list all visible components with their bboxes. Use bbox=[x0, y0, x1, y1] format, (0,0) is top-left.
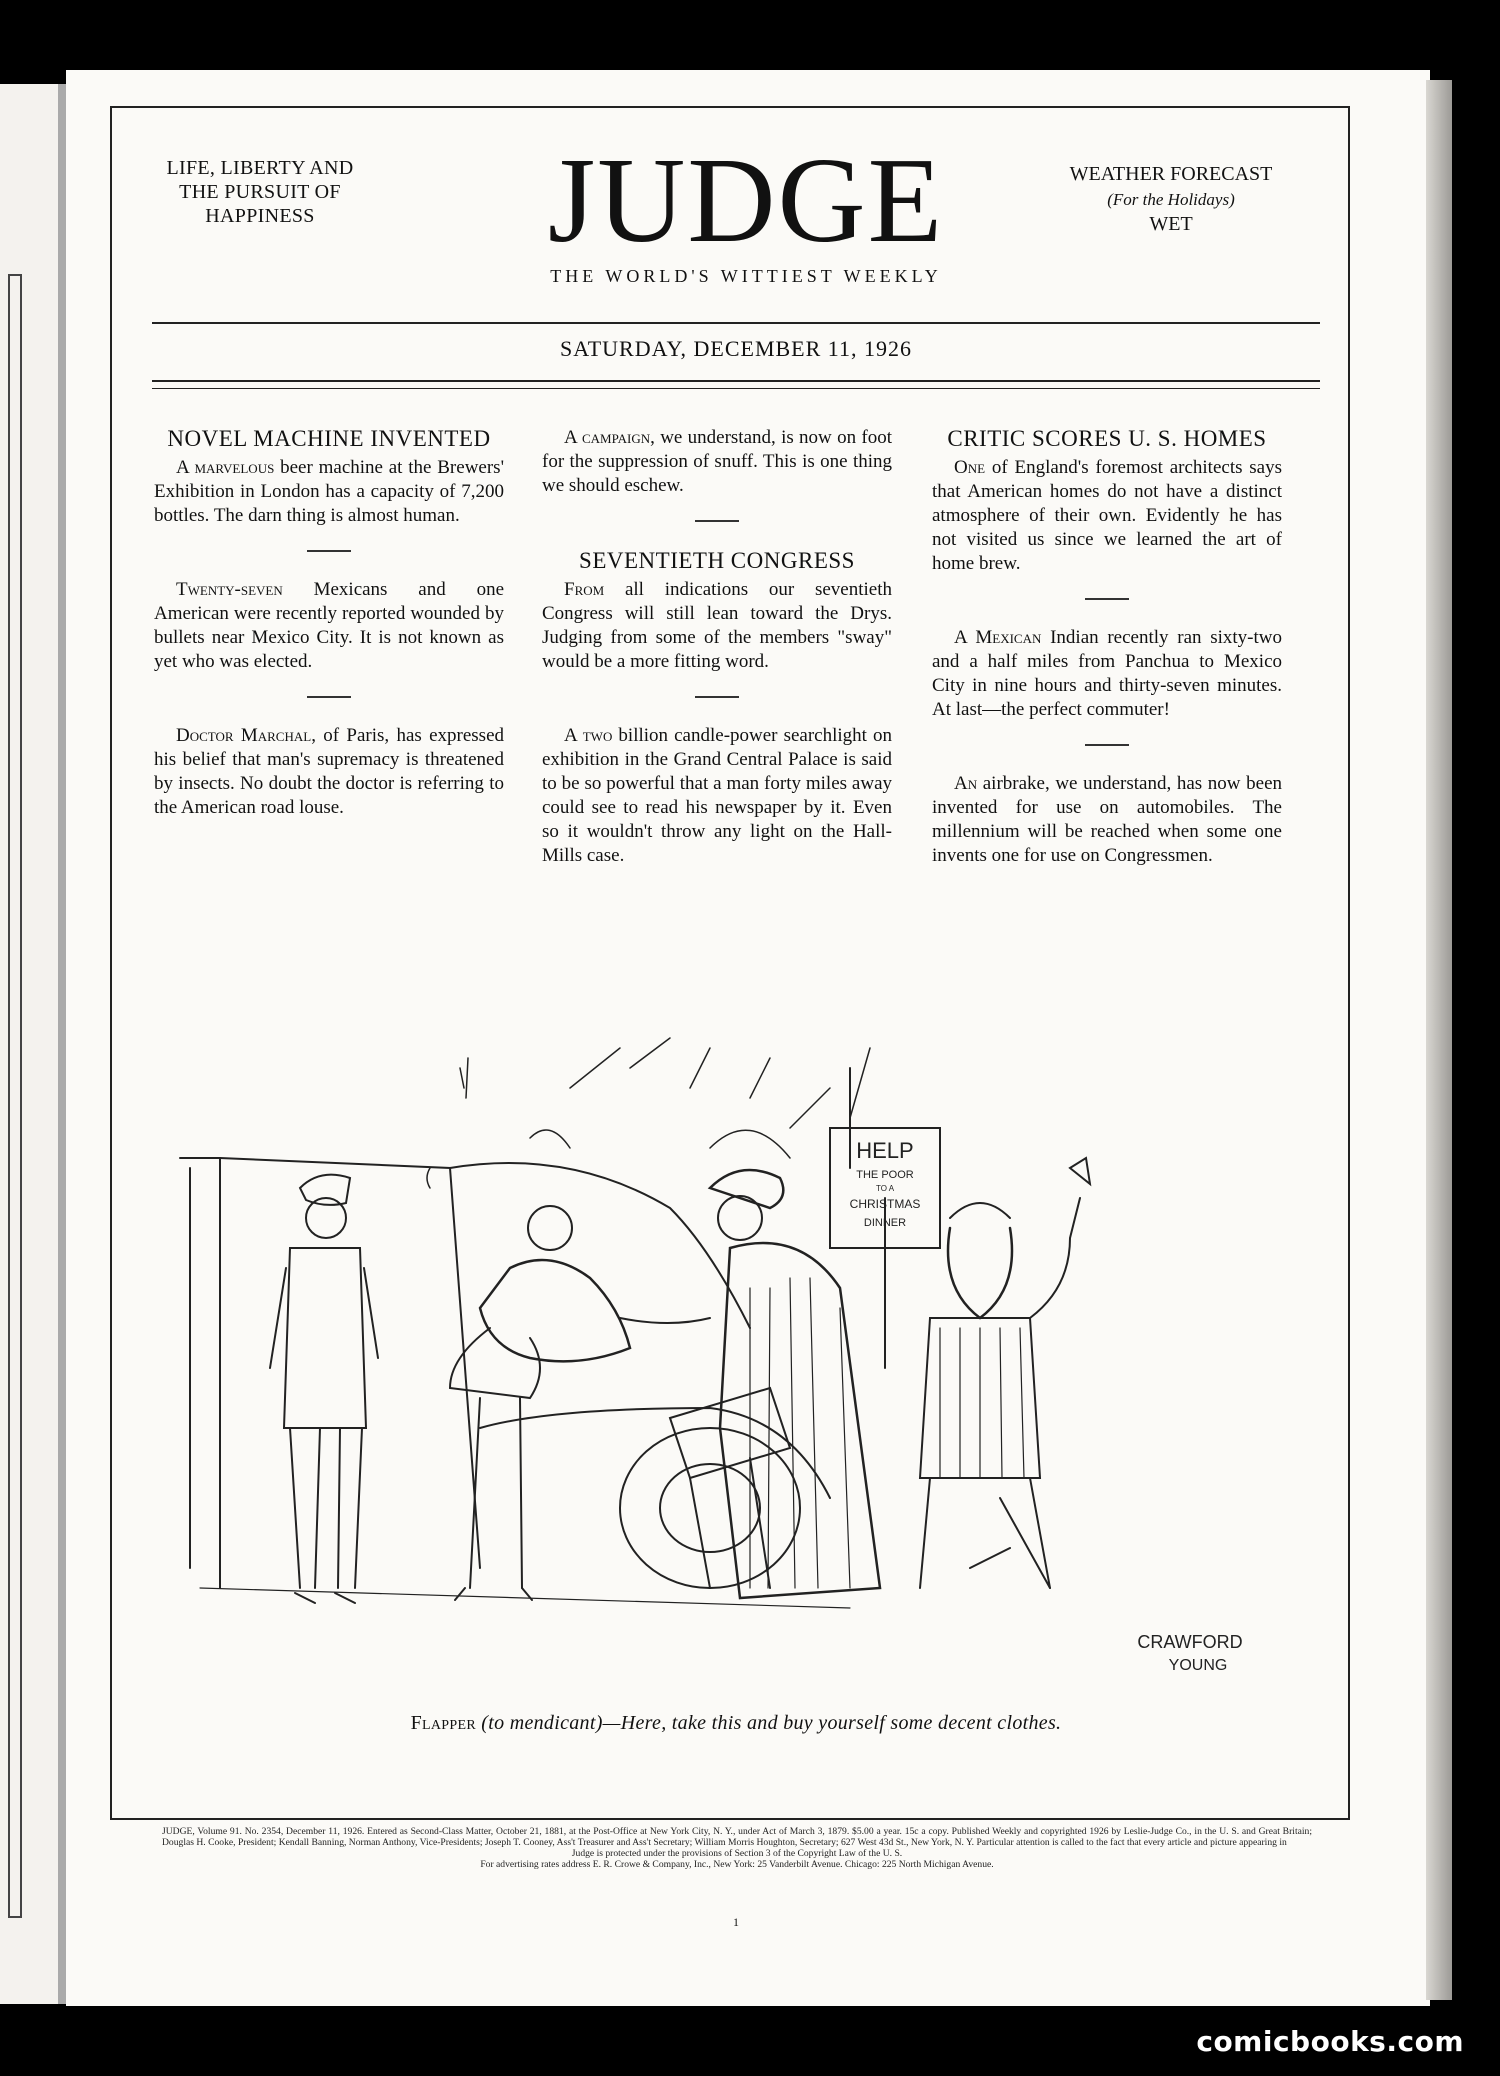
weather-forecast: WEATHER FORECAST (For the Holidays) WET bbox=[1069, 163, 1273, 235]
article-paragraph: From all indications our seventieth Congress will still lean toward the Drys. Judging from some of the members "sway" would be a more fitting word. bbox=[542, 579, 892, 672]
publication-notice: JUDGE, Volume 91. No. 2354, December 11, 1926. Entered as Second-Class Matter, October 21, 1881, at the Post-Office at New York City, N. Y., under Act of March 3, 1879. $5.00 a year. 15c a copy. Published Weekly and copyrighted 1926 by Leslie-Judge Co., in the U. S. and Great Britain; Douglas H. Cooke, President; Kendall Banning, Norman Anthony, Vice-Presidents; Joseph T. Cooney, Ass't Treasurer and Ass't Secretary; William Morris Houghton, Secretary; 627 West 43d St., New York, N. Y. Particular attention is called to the fact that every article and picture appearing in Judge is protected under the provisions of Section 3 of the Copyright Law of the U. S. For advertising rates address E. R. Crowe & Company, Inc., New York: 25 Vanderbilt Avenue. Chicago: 225 North Michigan Avenue. bbox=[162, 1826, 1312, 1870]
column-2 bbox=[542, 426, 892, 868]
date-rule-thin bbox=[152, 388, 1320, 389]
headline-seventieth-congress: SEVENTIETH CONGRESS bbox=[579, 548, 855, 573]
sign-text-christmas: CHRISTMAS bbox=[849, 1197, 921, 1211]
date-rule bbox=[152, 380, 1320, 382]
site-watermark: comicbooks.com bbox=[1196, 2025, 1464, 2058]
page-number: 1 bbox=[733, 1915, 739, 1929]
magazine-page bbox=[66, 70, 1430, 2006]
flapper-figure bbox=[450, 1206, 710, 1600]
divider bbox=[1085, 744, 1129, 746]
column-3 bbox=[932, 426, 1282, 868]
article-paragraph: A campaign, we understand, is now on foot for the suppression of snuff. This is one thing we should eschew. bbox=[542, 427, 892, 496]
divider bbox=[307, 696, 351, 698]
article-paragraph: An airbrake, we understand, has now been invented for use on automobiles. The millennium will be reached when some one invents one for use on Congressmen. bbox=[932, 773, 1282, 866]
article-paragraph: A marvelous beer machine at the Brewers' Exhibition in London has a capacity of 7,200 bottles. The darn thing is almost human. bbox=[154, 457, 504, 526]
santa-figure bbox=[920, 1158, 1090, 1588]
street-background bbox=[427, 1038, 870, 1188]
column-1 bbox=[154, 426, 504, 820]
divider bbox=[1085, 598, 1129, 600]
article-paragraph: One of England's foremost architects says that American homes do not have a distinct atmosphere of their own. Evidently he has not visited us since we learned the art of home brew. bbox=[932, 457, 1282, 574]
facing-page-border bbox=[8, 274, 22, 1918]
masthead-motto: LIFE, LIBERTY AND THE PURSUIT OF HAPPINESS bbox=[166, 157, 354, 227]
facing-page-edge bbox=[0, 84, 68, 2004]
headline-critic-scores: CRITIC SCORES U. S. HOMES bbox=[947, 426, 1267, 451]
artist-signature: CRAWFORD bbox=[1137, 1632, 1243, 1652]
page-gutter bbox=[1426, 80, 1452, 2000]
sign-text-help: HELP bbox=[856, 1138, 914, 1163]
cartoon-illustration bbox=[150, 1028, 1330, 1708]
mendicant-figure bbox=[670, 1170, 880, 1598]
sign-text-dinner: DINNER bbox=[863, 1217, 907, 1229]
sign-text-the-poor: THE POOR bbox=[856, 1169, 914, 1181]
article-paragraph: Doctor Marchal, of Paris, has expressed his belief that man's supremacy is threatened by insects. No doubt the doctor is referring to the American road louse. bbox=[154, 725, 504, 818]
article-paragraph: A Mexican Indian recently ran sixty-two and a half miles from Panchua to Mexico City in nine hours and thirty-seven minutes. At last—the perfect commuter! bbox=[932, 627, 1282, 720]
masthead-title: JUDGE bbox=[547, 133, 945, 268]
divider bbox=[695, 696, 739, 698]
book-spine bbox=[58, 84, 66, 2004]
cartoon-caption: Flapper (to mendicant)—Here, take this and buy yourself some decent clothes. bbox=[410, 1712, 1062, 1734]
article-paragraph: A two billion candle-power searchlight on exhibition in the Grand Central Palace is said to be so powerful that a man forty miles away could see to read his newspaper by it. Even so it wouldn't throw any light on the Hall-Mills case. bbox=[542, 725, 893, 866]
headline-novel-machine: NOVEL MACHINE INVENTED bbox=[167, 426, 491, 451]
chauffeur-figure bbox=[270, 1175, 378, 1603]
masthead-tagline: THE WORLD'S WITTIEST WEEKLY bbox=[550, 266, 942, 286]
artist-signature-line2: YOUNG bbox=[1168, 1657, 1228, 1674]
divider bbox=[695, 520, 739, 522]
article-paragraph: Twenty-seven Mexicans and one American were recently reported wounded by bullets near Mexico City. It is not known as yet who was elected. bbox=[154, 579, 504, 672]
issue-date: SATURDAY, DECEMBER 11, 1926 bbox=[560, 336, 912, 361]
sign-text-to-a: TO A bbox=[875, 1184, 895, 1193]
masthead-rule bbox=[152, 322, 1320, 324]
divider bbox=[307, 550, 351, 552]
